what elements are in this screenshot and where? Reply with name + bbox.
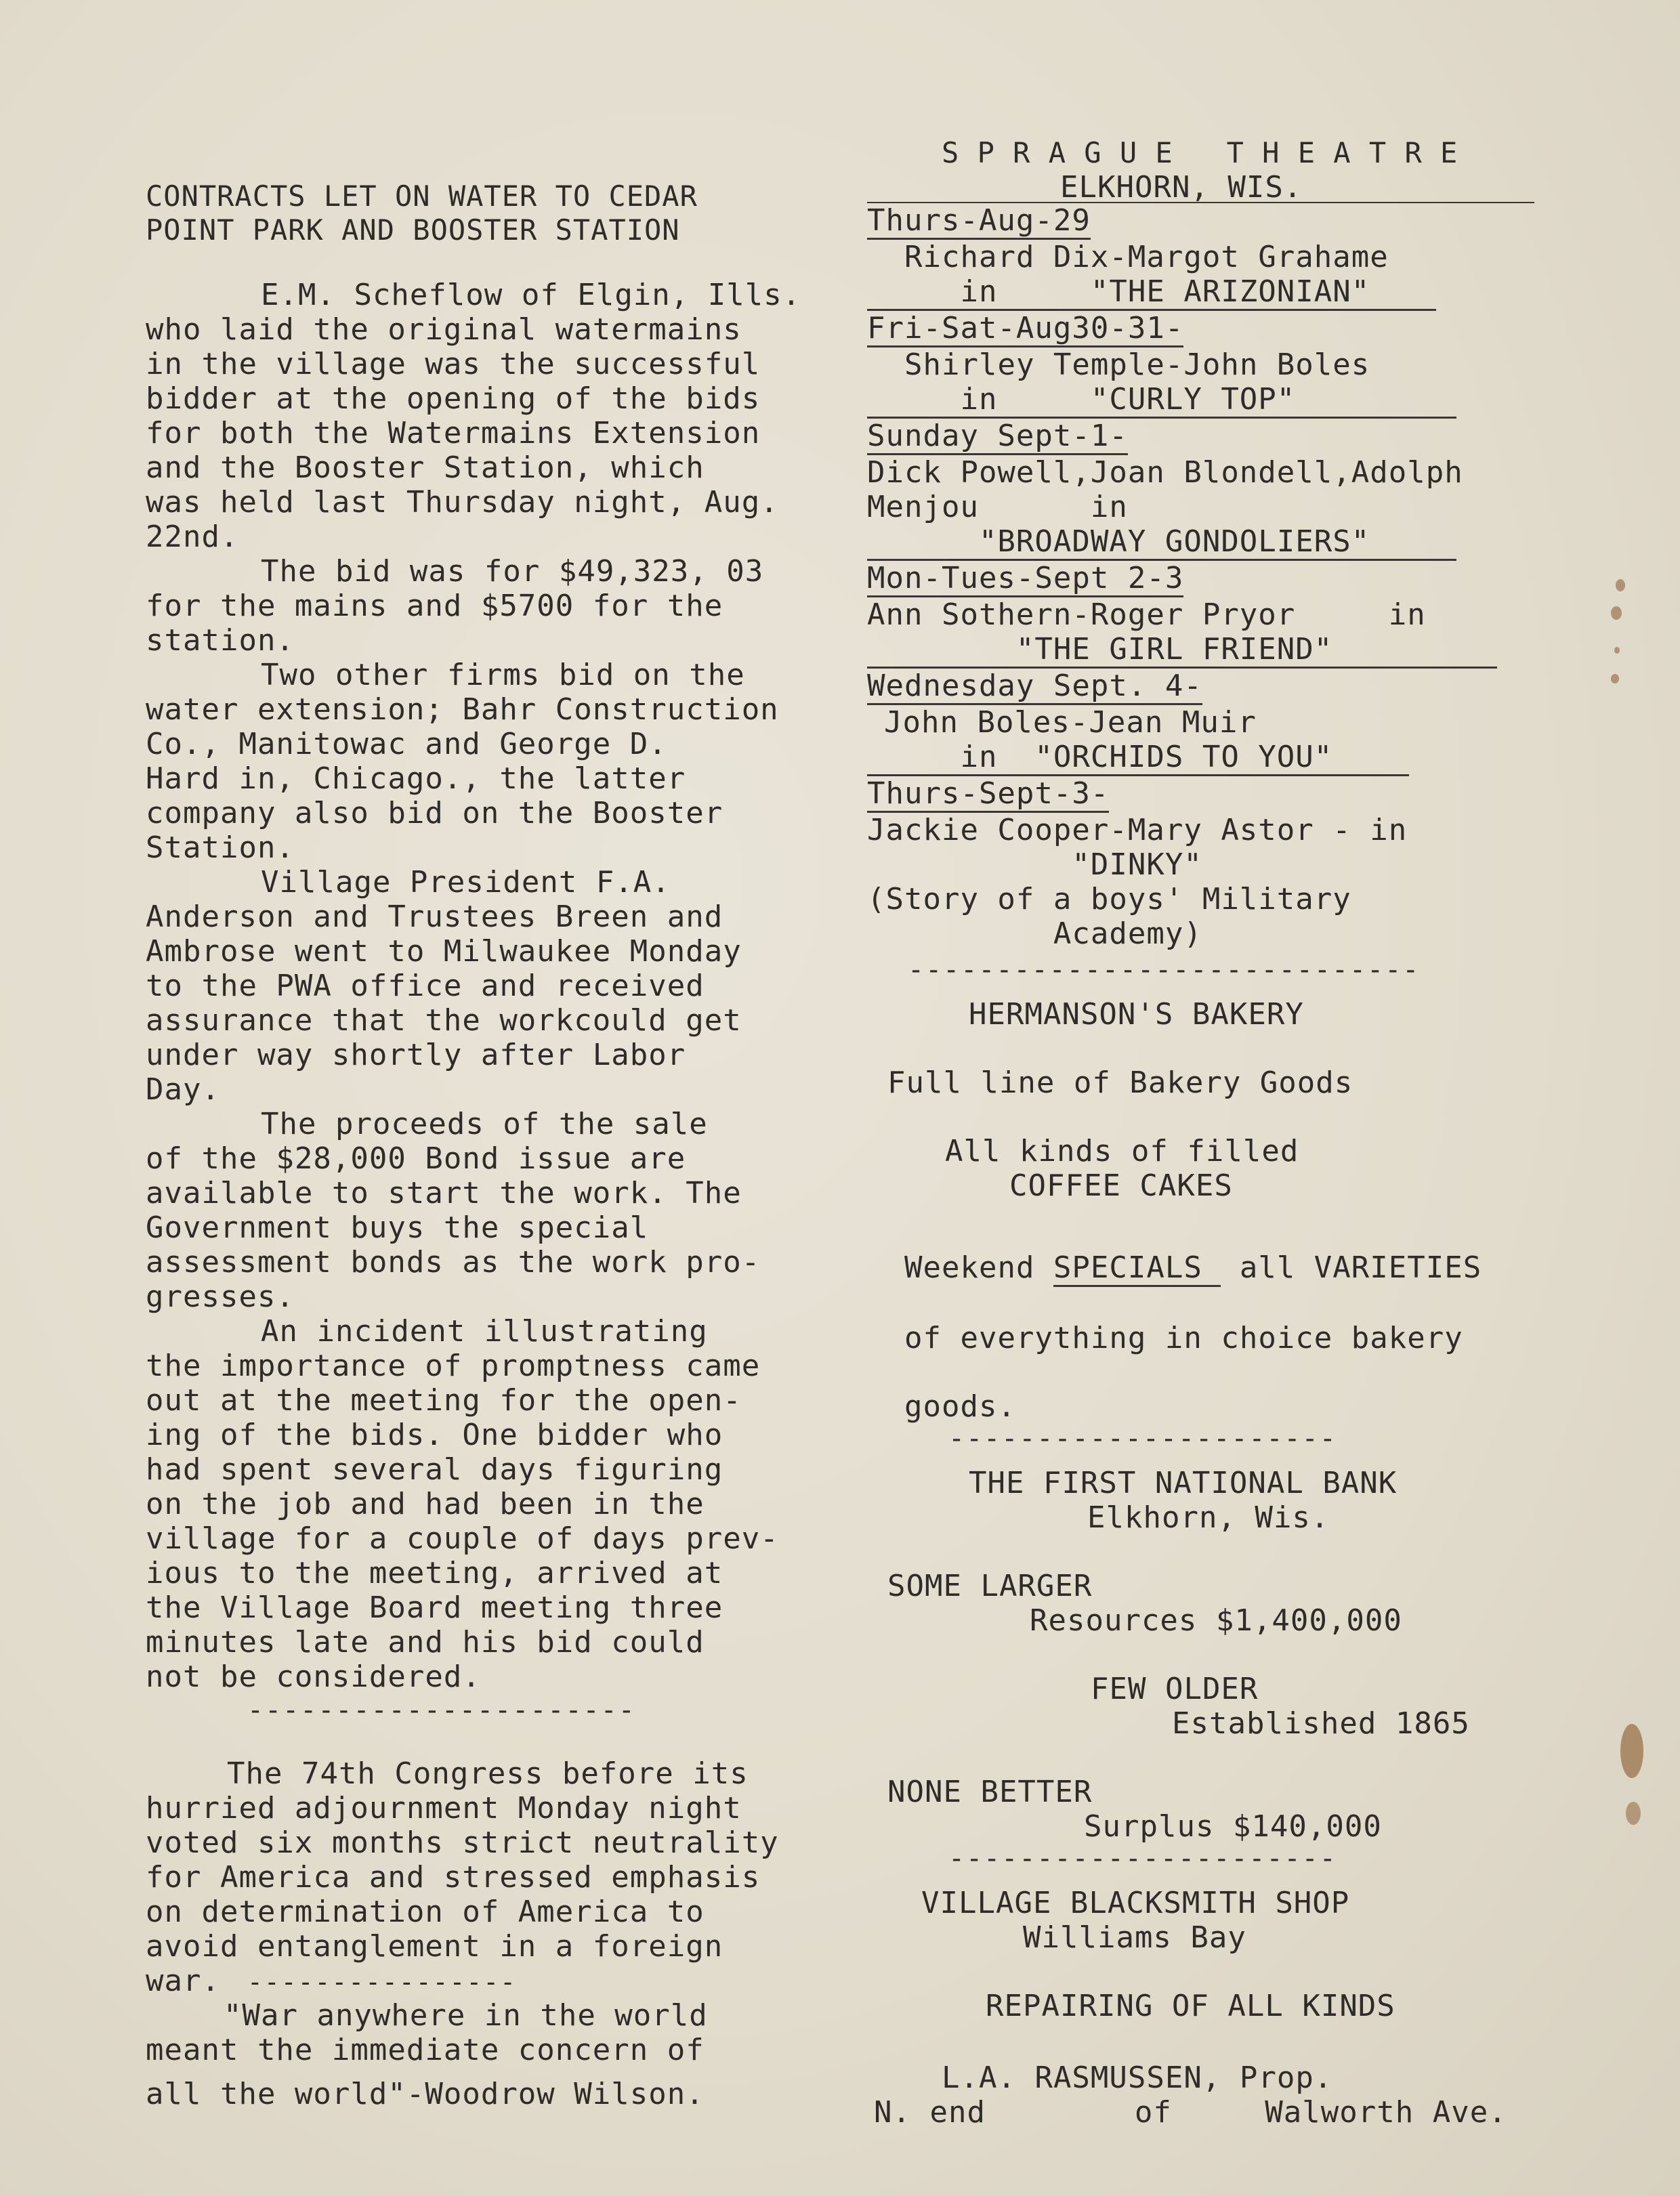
show-cast: Shirley Temple-John Boles: [904, 347, 1370, 382]
article-line: The proceeds of the sale: [261, 1107, 708, 1141]
article-line: on determination of America to: [146, 1895, 705, 1929]
show-date-text: Wednesday Sept. 4-: [867, 669, 1202, 705]
article-line: water extension; Bahr Construction: [146, 692, 779, 727]
article-line: had spent several days figuring: [146, 1452, 723, 1487]
show-date: [867, 203, 1545, 240]
show-cast: Menjou in: [867, 490, 1128, 524]
bakery-specials: [867, 1250, 1545, 1287]
bakery-line: All kinds of filled: [945, 1134, 1299, 1168]
article-line: ing of the bids. One bidder who: [146, 1418, 723, 1452]
article-line: assurance that the workcould get: [146, 1003, 742, 1038]
article-line: available to start the work. The: [146, 1176, 742, 1210]
article-line: An incident illustrating: [261, 1314, 708, 1349]
article-line: the Village Board meeting three: [146, 1590, 723, 1625]
bank-ad: [867, 1466, 1545, 1844]
show-date-text: Fri-Sat-Aug30-31-: [867, 311, 1183, 347]
article-line: minutes late and his bid could: [146, 1625, 705, 1660]
bank-line: Resources $1,400,000: [1030, 1603, 1402, 1638]
quote-line: "War anywhere in the world: [224, 1998, 708, 2033]
article-line: assessment bonds as the work pro-: [146, 1245, 761, 1280]
article-line: [146, 1964, 864, 1998]
bakery-ad: [867, 997, 1545, 1424]
article-line: who laid the original watermains: [146, 312, 742, 347]
bank-city: Elkhorn, Wis.: [1087, 1500, 1330, 1535]
show-date-text: Mon-Tues-Sept 2-3: [867, 561, 1183, 597]
show-date: [867, 776, 1545, 813]
article-line: Village President F.A.: [261, 865, 671, 900]
quote-line: all the world"-Woodrow Wilson.: [146, 2077, 705, 2111]
article-line: avoid entanglement in a foreign: [146, 1929, 723, 1964]
show-note: (Story of a boys' Military: [867, 882, 1351, 916]
blacksmith-name: VILLAGE BLACKSMITH SHOP: [921, 1886, 1350, 1920]
article-line: Government buys the special: [146, 1210, 649, 1245]
bank-line: Surplus $140,000: [1084, 1809, 1382, 1844]
article-line: not be considered.: [146, 1660, 481, 1694]
bakery-specials-pre: Weekend: [904, 1250, 1053, 1285]
show-date-text: Thurs-Sept-3-: [867, 776, 1109, 813]
article-line: ious to the meeting, arrived at: [146, 1556, 723, 1590]
show-date: [867, 311, 1545, 347]
article-line: for America and stressed emphasis: [146, 1860, 761, 1895]
show-date: [867, 419, 1545, 455]
article-line: and the Booster Station, which: [146, 450, 705, 485]
headline-line-1: CONTRACTS LET ON WATER TO CEDAR: [146, 180, 698, 213]
article-line: gresses.: [146, 1280, 295, 1314]
divider: ----------------------: [247, 1695, 636, 1726]
article-line: E.M. Scheflow of Elgin, Ills.: [261, 278, 801, 312]
divider: ----------------: [247, 1967, 518, 1997]
article-line: was held last Thursday night, Aug.: [146, 485, 779, 520]
theatre-city: ELKHORN, WIS.: [1060, 170, 1303, 205]
show-title: [867, 274, 1545, 311]
article-line: hurried adjournment Monday night: [146, 1791, 742, 1825]
article-line: of the $28,000 Bond issue are: [146, 1141, 686, 1176]
bank-line: SOME LARGER: [887, 1569, 1093, 1603]
headline-line-2: POINT PARK AND BOOSTER STATION: [146, 213, 680, 247]
article-line: The 74th Congress before its: [227, 1756, 749, 1791]
show-title: [867, 740, 1545, 776]
show-title-text: in "ORCHIDS TO YOU": [867, 740, 1409, 776]
article-line-text: war.: [146, 1964, 220, 1998]
blacksmith-prop: L.A. RASMUSSEN, Prop.: [942, 2061, 1333, 2095]
show-title-text: in "THE ARIZONIAN": [867, 274, 1436, 311]
bakery-line: COFFEE CAKES: [1009, 1168, 1233, 1203]
show-date-text: Sunday Sept-1-: [867, 419, 1128, 455]
theatre-listing: [867, 135, 1545, 951]
stain-mark: [1614, 647, 1620, 654]
article-line: Co., Manitowac and George D.: [146, 727, 667, 761]
bank-line: Established 1865: [1172, 1706, 1470, 1741]
wilson-quote: [146, 1998, 864, 2111]
show-date-text: Thurs-Aug-29: [867, 203, 1091, 240]
divider: ----------------------: [948, 1423, 1337, 1454]
bakery-specials-post: all VARIETIES: [1221, 1250, 1482, 1285]
right-column: [867, 135, 1545, 2130]
bakery-specials-word: SPECIALS: [1053, 1250, 1221, 1287]
show-title: [867, 524, 1545, 561]
show-note: Academy): [867, 916, 1202, 951]
show-cast: Richard Dix-Margot Grahame: [904, 240, 1389, 274]
blacksmith-ad: [867, 1886, 1545, 2130]
article-line: station.: [146, 623, 295, 658]
stain-mark: [1611, 674, 1619, 683]
article-line: for both the Watermains Extension: [146, 416, 761, 450]
bakery-line: Full line of Bakery Goods: [887, 1065, 1353, 1100]
divider: -----------------------------: [908, 954, 1421, 986]
article-line: company also bid on the Booster: [146, 796, 723, 830]
article-line: Station.: [146, 830, 295, 865]
stain-mark: [1626, 1802, 1641, 1825]
article-water-contracts: [146, 278, 864, 1694]
show-cast: Ann Sothern-Roger Pryor in: [867, 597, 1426, 632]
show-cast: Jackie Cooper-Mary Astor - in: [867, 813, 1408, 847]
article-congress: [146, 1756, 864, 1998]
article-line: out at the meeting for the open-: [146, 1383, 742, 1418]
bakery-name: HERMANSON'S BAKERY: [969, 997, 1304, 1032]
article-line: Ambrose went to Milwaukee Monday: [146, 934, 742, 969]
bank-line: FEW OLDER: [1091, 1672, 1259, 1706]
show-cast: John Boles-Jean Muir: [884, 705, 1257, 740]
article-line: The bid was for $49,323, 03: [261, 554, 764, 589]
article-line: village for a couple of days prev-: [146, 1521, 779, 1556]
article-line: on the job and had been in the: [146, 1487, 705, 1521]
show-title: [867, 382, 1545, 419]
show-title-text: "THE GIRL FRIEND": [867, 632, 1497, 669]
stain-mark: [1620, 1724, 1643, 1778]
bakery-line: of everything in choice bakery: [904, 1321, 1463, 1355]
blacksmith-address: N. end of Walworth Ave.: [874, 2095, 1507, 2130]
quote-line: meant the immediate concern of: [146, 2033, 705, 2067]
bank-line: NONE BETTER: [887, 1775, 1093, 1809]
show-title-text: in "CURLY TOP": [867, 382, 1456, 419]
show-date: [867, 669, 1545, 705]
article-line: bidder at the opening of the bids: [146, 381, 761, 416]
article-line: Day.: [146, 1072, 220, 1107]
bank-name: THE FIRST NATIONAL BANK: [969, 1466, 1398, 1500]
show-title: "DINKY": [867, 847, 1202, 882]
article-line: under way shortly after Labor: [146, 1038, 686, 1072]
show-cast: Dick Powell,Joan Blondell,Adolph: [867, 455, 1463, 490]
divider: ----------------------: [948, 1843, 1337, 1874]
show-title: [867, 632, 1545, 669]
blacksmith-line: REPAIRING OF ALL KINDS: [986, 1989, 1395, 2023]
show-date: [867, 561, 1545, 597]
theatre-title: S P R A G U E T H E A T R E: [942, 136, 1458, 169]
article-line: the importance of promptness came: [146, 1349, 761, 1383]
article-line: 22nd.: [146, 520, 239, 554]
show-title-text: "BROADWAY GONDOLIERS": [867, 524, 1456, 561]
article-line: in the village was the successful: [146, 347, 761, 381]
article-line: Anderson and Trustees Breen and: [146, 900, 723, 934]
bakery-line: goods.: [904, 1389, 1016, 1424]
stain-mark: [1611, 606, 1622, 620]
article-line: Hard in, Chicago., the latter: [146, 761, 686, 796]
blacksmith-city: Williams Bay: [1023, 1920, 1246, 1955]
article-line: for the mains and $5700 for the: [146, 589, 723, 623]
left-column: [146, 180, 864, 2111]
article-line: Two other firms bid on the: [261, 658, 745, 692]
stain-mark: [1616, 579, 1625, 591]
article-line: voted six months strict neutrality: [146, 1825, 779, 1860]
article-line: to the PWA office and received: [146, 969, 705, 1003]
